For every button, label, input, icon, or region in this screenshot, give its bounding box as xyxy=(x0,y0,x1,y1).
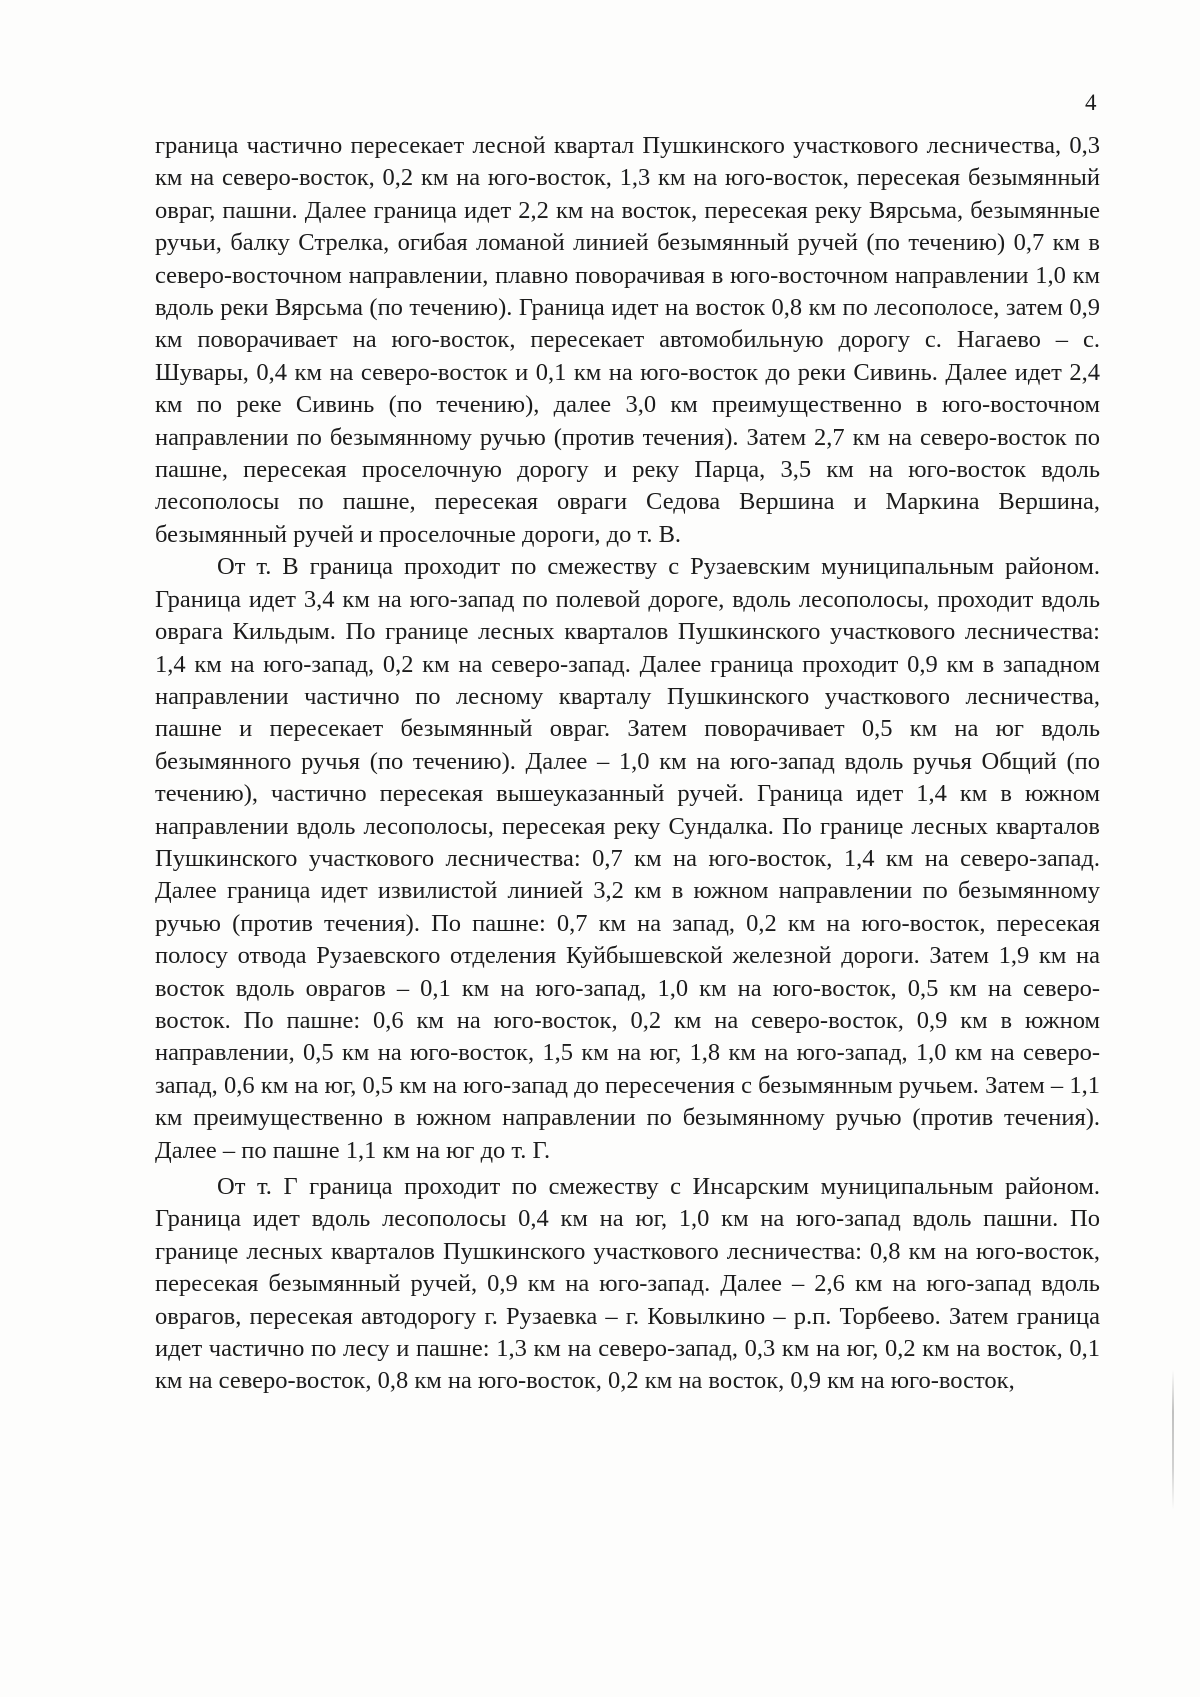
paragraph-point-v: От т. В граница проходит по смежеству с Рузаевским муниципальным районом. Граница идет 3,4 км на юго-запад по полевой дороге, вдоль лесополосы, проходит вдоль оврага Кильдым. По границе лесных кварталов Пушкинского участкового лесничества: 1,4 км на юго-запад, 0,2 км на северо-запад. Далее граница проходит 0,9 км в западном направлении частично по лесному кварталу Пушкинского участкового лесничества, пашне и пересекает безымянный овраг. Затем поворачивает 0,5 км на юг вдоль безымянного ручья (по течению). Далее – 1,0 км на юго-запад вдоль ручья Общий (по течению), частично пересекая вышеуказанный ручей. Граница идет 1,4 км в южном направлении вдоль лесополосы, пересекая реку Сундалка. По границе лесных кварталов Пушкинского участкового лесничества: 0,7 км на юго-восток, 1,4 км на северо-запад. Далее граница идет извилистой линией 3,2 км в южном направлении по безымянному ручью (против течения). По пашне: 0,7 км на запад, 0,2 км на юго-восток, пересекая полосу отвода Рузаевского отделения Куйбышевской железной дороги. Затем 1,9 км на восток вдоль оврагов – 0,1 км на юго-запад, 1,0 км на юго-восток, 0,5 км на северо-восток. По пашне: 0,6 км на юго-восток, 0,2 км на северо-восток, 0,9 км в южном направлении, 0,5 км на юго-восток, 1,5 км на юг, 1,8 км на юго-запад, 1,0 км на северо-запад, 0,6 км на юг, 0,5 км на юго-запад до пересечения с безымянным ручьем. Затем – 1,1 км преимущественно в южном направлении по безымянному ручью (против течения). Далее – по пашне 1,1 км на юг до т. Г. xyxy=(155,553,1100,1164)
paragraph-point-g: От т. Г граница проходит по смежеству с Инсарским муниципальным районом. Граница идет вдоль лесополосы 0,4 км на юг, 1,0 км на юго-запад вдоль пашни. По границе лесных кварталов Пушкинского участкового лесничества: 0,8 км на юго-восток, пересекая безымянный ручей, 0,9 км на юго-запад. Далее – 2,6 км на юго-запад вдоль оврагов, пересекая автодорогу г. Рузаевка – г. Ковылкино – р.п. Торбеево. Затем граница идет частично по лесу и пашне: 1,3 км на северо-запад, 0,3 км на юг, 0,2 км на восток, 0,1 км на северо-восток, 0,8 км на юго-восток, 0,2 км на восток, 0,9 км на юго-восток, xyxy=(155,1173,1100,1395)
document-body xyxy=(155,130,1100,1398)
paragraph-continuation: граница частично пересекает лесной квартал Пушкинского участкового лесничества, 0,3 км на северо-восток, 0,2 км на юго-восток, 1,3 км на юго-восток, пересекая безымянный овраг, пашни. Далее граница идет 2,2 км на восток, пересекая реку Вярсьма, безымянные ручьи, балку Стрелка, огибая ломаной линией безымянный ручей (по течению) 0,7 км в северо-восточном направлении, плавно поворачивая в юго-восточном направлении 1,0 км вдоль реки Вярсьма (по течению). Граница идет на восток 0,8 км по лесополосе, затем 0,9 км поворачивает на юго-восток, пересекает автомобильную дорогу с. Нагаево – с. Шувары, 0,4 км на северо-восток и 0,1 км на юго-восток до реки Сивинь. Далее идет 2,4 км по реке Сивинь (по течению), далее 3,0 км преимущественно в юго-восточном направлении по безымянному ручью (против течения). Затем 2,7 км на северо-восток по пашне, пересекая проселочную дорогу и реку Парца, 3,5 км на юго-восток вдоль лесополосы по пашне, пересекая овраги Седова Вершина и Маркина Вершина, безымянный ручей и проселочные дороги, до т. В. xyxy=(155,132,1100,548)
page-number: 4 xyxy=(1085,90,1097,115)
scan-edge-mark xyxy=(1172,1370,1174,1510)
